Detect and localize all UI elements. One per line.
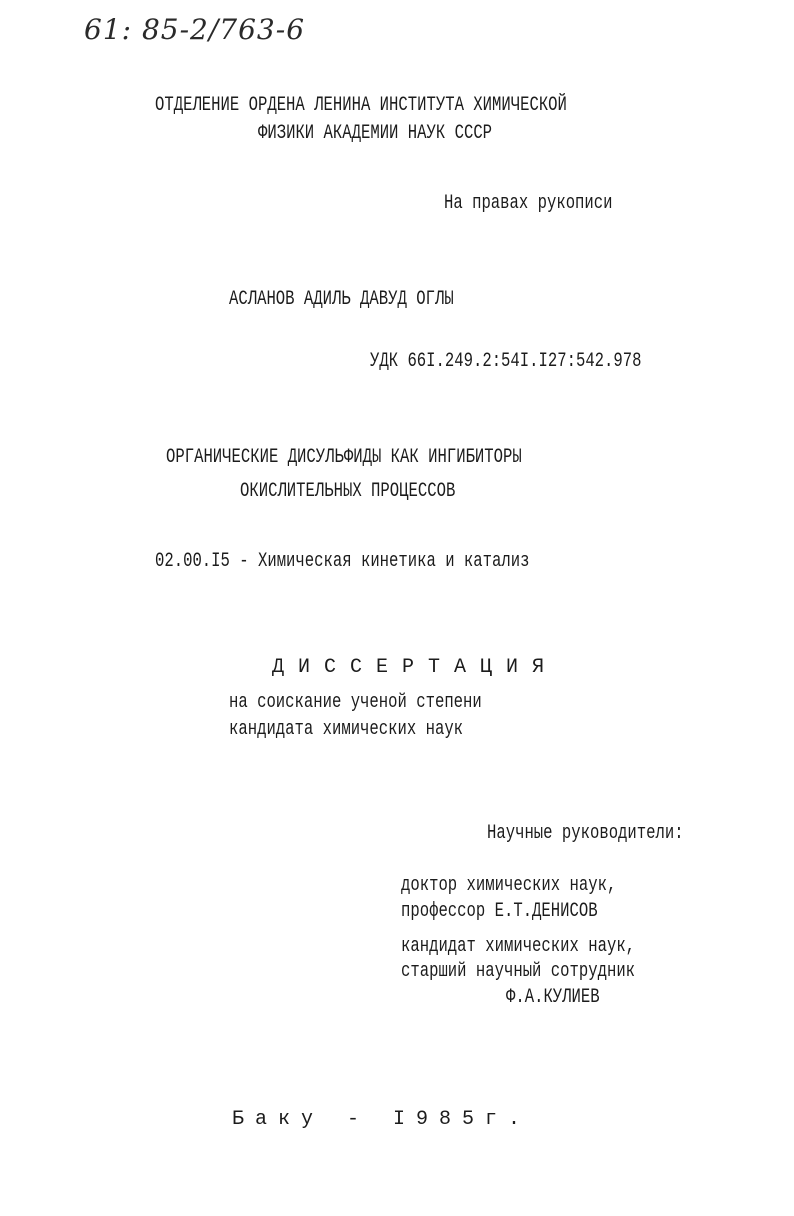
manuscript-rights: На правах рукописи: [444, 192, 613, 215]
institution-line-2: ФИЗИКИ АКАДЕМИИ НАУК СССР: [258, 122, 493, 145]
title-line-2: ОКИСЛИТЕЛЬНЫХ ПРОЦЕССОВ: [240, 480, 456, 503]
supervisor-2-line-1: кандидат химических наук,: [401, 935, 636, 958]
supervisors-heading: Научные руководители:: [487, 822, 684, 845]
specialty: 02.00.I5 - Химическая кинетика и катализ: [155, 550, 530, 573]
supervisor-2-line-3: Ф.А.КУЛИЕВ: [506, 986, 600, 1009]
degree-line-1: на соискание ученой степени: [229, 691, 482, 714]
degree-line-2: кандидата химических наук: [229, 718, 464, 741]
udk-code: УДК 66I.249.2:54I.I27:542.978: [370, 350, 642, 373]
supervisor-2-line-2: старший научный сотрудник: [401, 960, 636, 983]
author-name: АСЛАНОВ АДИЛЬ ДАВУД ОГЛЫ: [229, 288, 454, 311]
title-line-1: ОРГАНИЧЕСКИЕ ДИСУЛЬФИДЫ КАК ИНГИБИТОРЫ: [166, 446, 522, 469]
document-type: ДИССЕРТАЦИЯ: [272, 656, 559, 679]
archive-mark: 61: 85-2/763-6: [84, 13, 306, 46]
supervisor-1-line-2: профессор Е.Т.ДЕНИСОВ: [401, 900, 598, 923]
place-year: Баку - I985г.: [232, 1108, 532, 1131]
institution-line-1: ОТДЕЛЕНИЕ ОРДЕНА ЛЕНИНА ИНСТИТУТА ХИМИЧЕСКОЙ: [155, 94, 567, 117]
supervisor-1-line-1: доктор химических наук,: [401, 874, 617, 897]
